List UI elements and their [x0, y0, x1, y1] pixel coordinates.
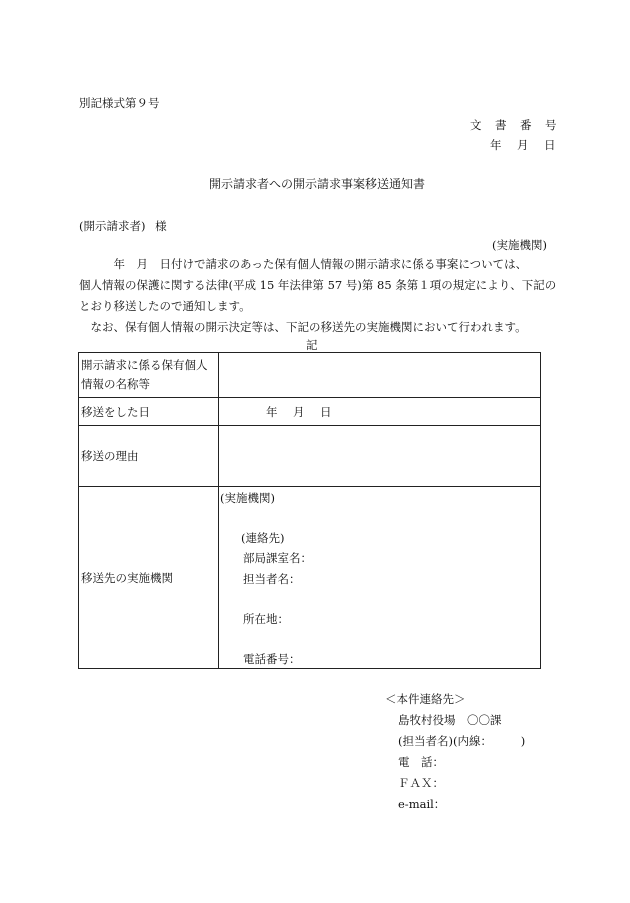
body-line: とおり移送したので通知します。 — [79, 299, 251, 313]
contact-fax: ＦＡＸ： — [398, 776, 444, 790]
person-field: 担当者名： — [243, 572, 301, 586]
contact-email: e-mail： — [398, 797, 446, 811]
transfer-details-table — [78, 352, 541, 669]
destination-org-cell[interactable] — [219, 487, 541, 669]
contact-block-heading: ＜本件連絡先＞ — [385, 692, 466, 706]
sender-org: (実施機関) — [492, 238, 547, 252]
transfer-date-label: 移送をした日 — [81, 404, 150, 419]
body-paragraph — [79, 254, 557, 338]
transfer-date-cell[interactable] — [219, 398, 541, 426]
form-number: 別記様式第９号 — [79, 96, 160, 110]
department-field: 部局課室名： — [243, 551, 312, 565]
requester-label: (開示請求者) — [79, 219, 146, 233]
document-title: 開示請求者への開示請求事案移送通知書 — [209, 177, 426, 191]
date-label: 年 月 日 — [490, 138, 558, 152]
table-cell-label — [79, 353, 219, 398]
info-name-label-b: 情報の名称等 — [81, 377, 150, 391]
table-row — [79, 398, 541, 426]
requester-name — [79, 218, 167, 234]
contact-block — [385, 689, 526, 815]
transfer-date-value: 年 月 日 — [266, 404, 334, 419]
body-line: 年 月 日付けで請求のあった保有個人情報の開示請求に係る事案については、 — [79, 257, 528, 271]
info-name-value[interactable] — [219, 353, 541, 398]
transfer-reason-value[interactable] — [219, 426, 541, 487]
contact-tel: 電 話： — [398, 755, 444, 769]
table-row — [79, 487, 541, 669]
table-cell-label — [79, 426, 219, 487]
destination-org: (実施機関) — [220, 491, 275, 505]
info-name-label-a: 開示請求に係る保有個人 — [81, 358, 208, 372]
table-row — [79, 426, 541, 487]
body-line: なお、保有個人情報の開示決定等は、下記の移送先の実施機関において行われます。 — [79, 320, 527, 334]
table-row — [79, 353, 541, 398]
contact-person: (担当者名)(内線： ) — [398, 734, 526, 748]
contact-office: 島牧村役場 〇〇課 — [398, 713, 502, 727]
body-line: 個人情報の保護に関する法律(平成 15 年法律第 57 号)第 85 条第１項の規定により、下記の — [79, 278, 557, 292]
contact-heading: (連絡先) — [241, 531, 285, 545]
document-number-label: 文 書 番 号 — [470, 118, 558, 132]
honorific: 様 — [155, 219, 167, 233]
phone-field: 電話番号： — [243, 652, 301, 666]
table-cell-label — [79, 398, 219, 426]
destination-org-label: 移送先の実施機関 — [81, 570, 173, 585]
ki-heading: 記 — [306, 338, 318, 352]
table-cell-label — [79, 487, 219, 669]
address-field: 所在地： — [243, 612, 289, 626]
transfer-reason-label: 移送の理由 — [81, 449, 139, 463]
